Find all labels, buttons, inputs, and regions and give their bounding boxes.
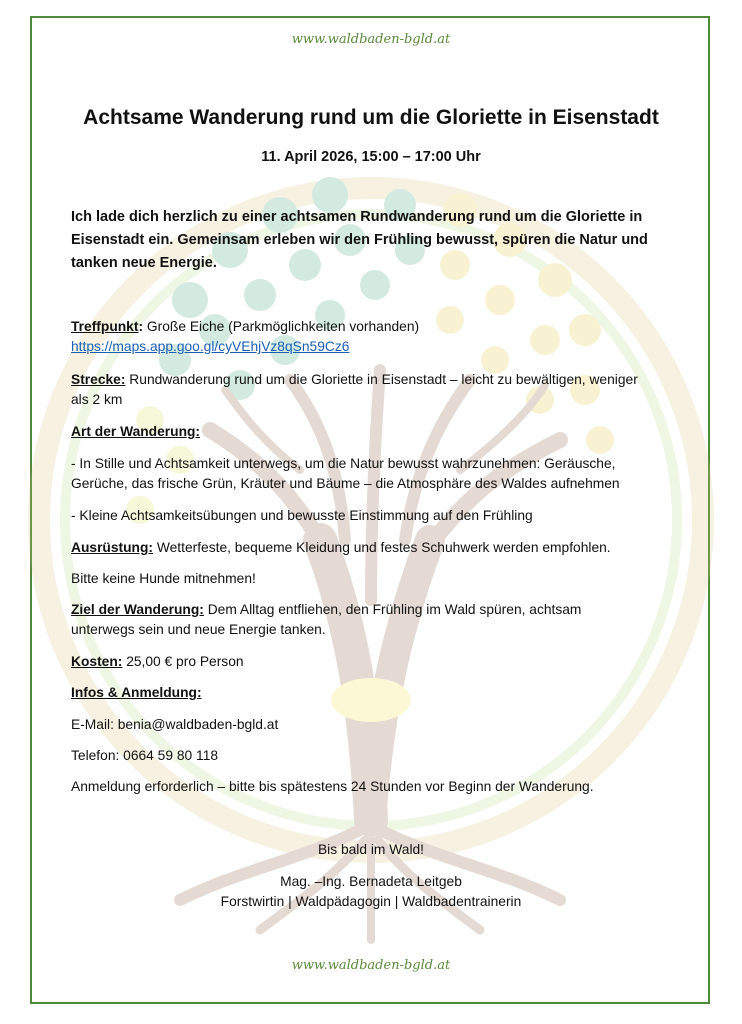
goal-label: Ziel der Wanderung:: [71, 602, 204, 617]
no-dogs-note: Bitte keine Hunde mitnehmen!: [71, 571, 256, 586]
equipment: [71, 538, 671, 558]
type-item-1-cont: Gerüche, das frische Grün, Kräuter und Bäume – die Atmosphäre des Waldes aufnehmen: [71, 476, 620, 491]
maps-link[interactable]: https://maps.app.goo.gl/cyVEhjVz8qSn59Cz6: [71, 339, 350, 354]
meeting-point: Treffpunkt: Große Eiche (Parkmöglichkeiten vorhanden): [71, 319, 420, 334]
cost: [71, 652, 671, 672]
cost-text: 25,00 € pro Person: [122, 654, 244, 669]
goal-text: Dem Alltag entfliehen, den Frühling im Wald spüren, achtsam: [203, 602, 582, 617]
info-label: Infos & Anmeldung:: [71, 685, 202, 700]
meeting-text: Große Eiche (Parkmöglichkeiten vorhanden): [143, 319, 420, 334]
route-cont: als 2 km: [71, 392, 123, 407]
registration-note: Anmeldung erforderlich – bitte bis spätestens 24 Stunden vor Beginn der Wanderung.: [71, 779, 594, 794]
meeting-link-line: [71, 337, 671, 357]
closing-greeting: Bis bald im Wald!: [317, 842, 425, 857]
goal-cont: unterwegs sein und neue Energie tanken.: [71, 622, 326, 637]
intro-text: Ich lade dich herzlich zu einer achtsamen Rundwanderung rund um die Gloriette in Eisenstadt ein. Gemeinsam erleben wir den Frühling bewusst, spüren die Natur und tanken neue Energie.: [71, 209, 648, 271]
type-heading: [71, 422, 671, 442]
signature-roles: Forstwirtin | Waldpädagogin | Waldbadentrainerin: [220, 894, 522, 909]
info-heading: [71, 683, 671, 703]
equipment-text: Wetterfeste, bequeme Kleidung und festes Schuhwerk werden empfohlen.: [153, 540, 611, 555]
contact-phone[interactable]: Telefon: 0664 59 80 118: [71, 748, 219, 763]
equipment-label: Ausrüstung:: [71, 540, 154, 555]
meeting-label: Treffpunkt: [71, 319, 139, 334]
cost-label: Kosten:: [71, 654, 123, 669]
site-url-header[interactable]: www.waldbaden-bgld.at: [291, 32, 451, 47]
contact-email[interactable]: E-Mail: benia@waldbaden-bgld.at: [71, 717, 279, 732]
site-url-footer[interactable]: www.waldbaden-bgld.at: [291, 958, 451, 973]
route-label: Strecke:: [71, 372, 126, 387]
type-item-2: - Kleine Achtsamkeitsübungen und bewusste Einstimmung auf den Frühling: [71, 508, 533, 523]
goal: [71, 600, 671, 620]
type-label: Art der Wanderung:: [71, 424, 201, 439]
route-text: Rundwanderung rund um die Gloriette in Eisenstadt – leicht zu bewältigen, weniger: [125, 372, 638, 387]
route: [71, 370, 671, 390]
signature-name: Mag. –Ing. Bernadeta Leitgeb: [280, 874, 462, 889]
type-item-1: - In Stille und Achtsamkeit unterwegs, um die Natur bewusst wahrzunehmen: Geräusche,: [71, 456, 616, 471]
event-title: Achtsame Wanderung rund um die Gloriette in Eisenstadt: [83, 106, 659, 129]
event-date: 11. April 2026, 15:00 – 17:00 Uhr: [261, 149, 481, 165]
